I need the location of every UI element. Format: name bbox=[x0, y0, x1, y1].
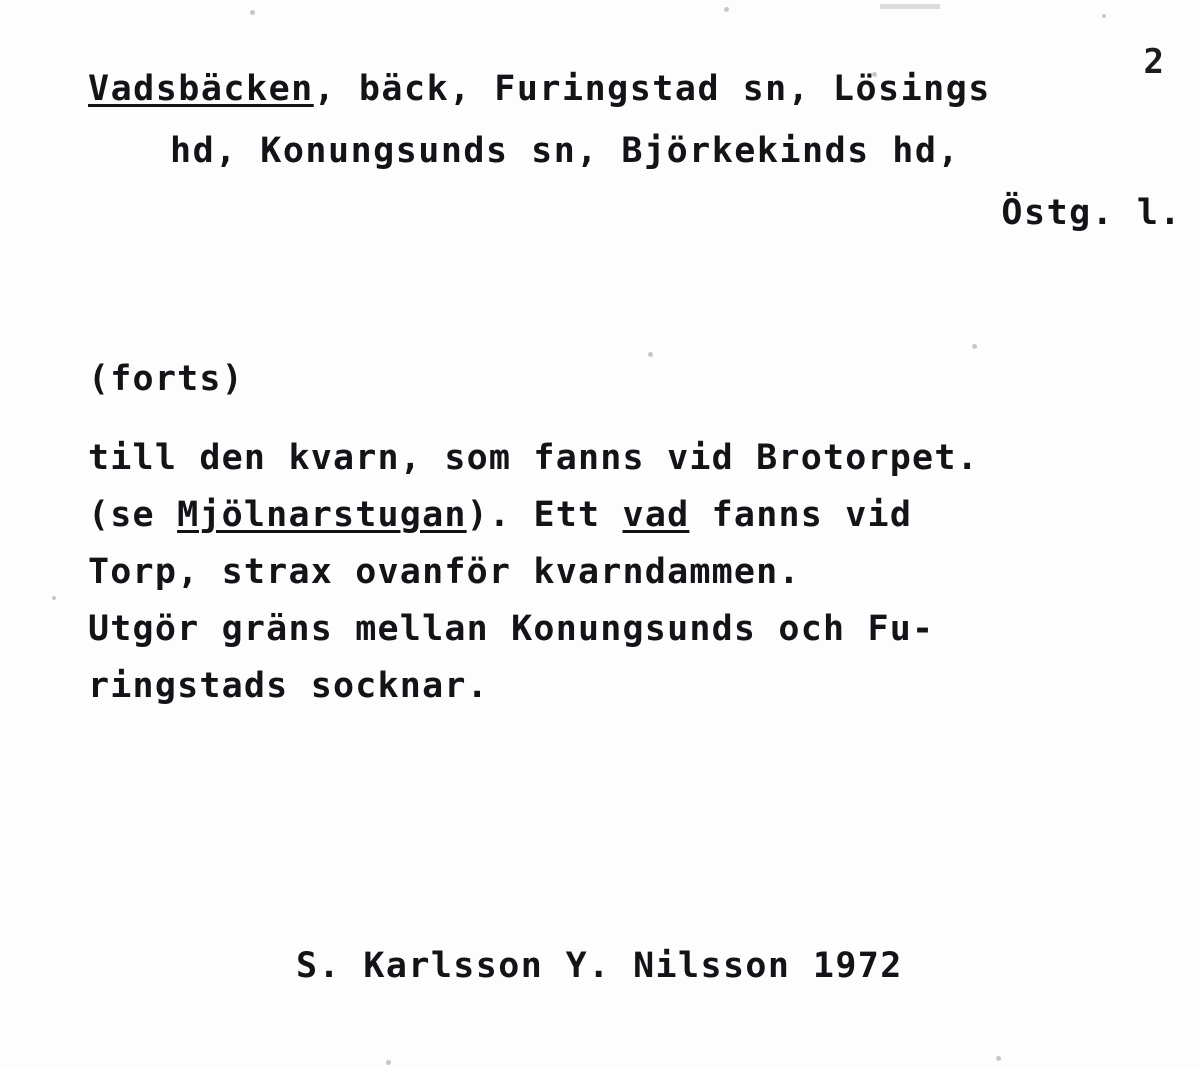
scan-speck bbox=[1102, 14, 1106, 18]
cross-reference-vad: vad bbox=[622, 495, 690, 535]
headword: Vadsbäcken bbox=[88, 69, 314, 109]
page-number: 2 bbox=[1143, 42, 1164, 82]
body-line-2 bbox=[88, 495, 1180, 535]
body-line-2-post: fanns vid bbox=[689, 495, 913, 535]
body-line-2-pre: (se bbox=[88, 495, 178, 535]
body-line-1: till den kvarn, som fanns vid Brotorpet. bbox=[88, 438, 979, 478]
body-block bbox=[88, 359, 1180, 706]
scan-speck bbox=[386, 1060, 391, 1065]
scan-speck bbox=[972, 344, 977, 349]
scan-speck bbox=[648, 352, 653, 357]
scan-smudge bbox=[880, 4, 940, 9]
heading-line-2: hd, Konungsunds sn, Björkekinds hd, bbox=[170, 131, 961, 171]
cross-reference-mjolnarstugan: Mjölnarstugan bbox=[177, 495, 467, 535]
heading-line-3: Östg. l. bbox=[1001, 193, 1182, 233]
scan-speck bbox=[996, 1056, 1001, 1061]
scan-speck bbox=[52, 596, 56, 600]
scan-speck bbox=[250, 10, 255, 15]
signature-line: S. Karlsson Y. Nilsson 1972 bbox=[296, 946, 903, 986]
heading-line-1-rest: , bäck, Furingstad sn, Lösings bbox=[313, 69, 991, 109]
heading-line-1 bbox=[88, 69, 1190, 109]
heading-block bbox=[88, 69, 1190, 258]
body-line-2-mid: ). Ett bbox=[466, 495, 623, 535]
body-line-3: Torp, strax ovanför kvarndammen. bbox=[88, 552, 801, 592]
body-line-5: ringstads socknar. bbox=[88, 666, 489, 706]
body-line-4: Utgör gräns mellan Konungsunds och Fu- bbox=[88, 609, 935, 649]
continuation-marker: (forts) bbox=[88, 359, 244, 399]
scan-speck bbox=[724, 7, 729, 12]
